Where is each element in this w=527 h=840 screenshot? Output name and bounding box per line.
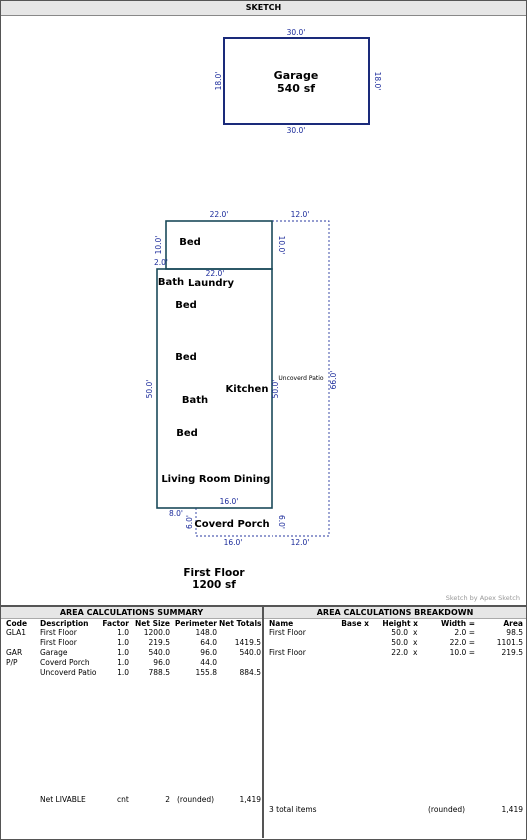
bed-top-dim-top: 22.0' — [209, 210, 229, 219]
net-livable-value: 1,419 — [239, 795, 261, 804]
summary-cell-code: P/P — [6, 658, 18, 667]
breakdown-cell-name: First Floor — [269, 628, 306, 637]
summary-title: AREA CALCULATIONS SUMMARY — [1, 607, 262, 619]
floor-label-name: First Floor — [183, 567, 245, 579]
patio-dim-top: 12.0' — [290, 210, 310, 219]
breakdown-total-value: 1,419 — [501, 805, 523, 814]
net-livable-label: Net LIVABLE — [40, 795, 86, 804]
room-bath-1: Bath — [157, 277, 185, 288]
total-items: 3 total items — [269, 805, 317, 814]
summary-cell-perimeter: 96.0 — [200, 648, 217, 657]
breakdown-cell-x: x — [413, 638, 418, 647]
breakdown-cell-width: 10.0 = — [449, 648, 475, 657]
breakdown-cell-height: 50.0 — [391, 638, 408, 647]
summary-cell-description: Garage — [40, 648, 68, 657]
garage-dim-bottom: 30.0' — [286, 126, 306, 135]
breakdown-col-base: Base x — [341, 619, 369, 628]
sketch-header: SKETCH — [1, 1, 526, 16]
summary-cell-net-totals: 540.0 — [239, 648, 261, 657]
summary-col-net-size: Net Size — [135, 619, 170, 628]
garage-dim-top: 30.0' — [286, 28, 306, 37]
summary-cell-factor: 1.0 — [117, 648, 129, 657]
bed-top-name: Bed — [179, 237, 201, 248]
garage-area: 540 sf — [276, 82, 316, 95]
summary-col-code: Code — [6, 619, 28, 628]
breakdown-cell-x: x — [413, 628, 418, 637]
porch-name: Coverd Porch — [194, 519, 270, 530]
main-dim-top: 22.0' — [205, 269, 225, 278]
offset-dim: 2.0' — [154, 258, 168, 267]
main-dim-right: 50.0' — [271, 379, 280, 399]
summary-col-factor: Factor — [102, 619, 129, 628]
summary-cell-factor: 1.0 — [117, 628, 129, 637]
breakdown-cell-x: x — [413, 648, 418, 657]
breakdown-col-name: Name — [269, 619, 294, 628]
patio-dim-bottom: 12.0' — [290, 538, 310, 547]
summary-cell-factor: 1.0 — [117, 638, 129, 647]
bed-top-dim-left: 10.0' — [154, 235, 163, 255]
summary-cell-perimeter: 64.0 — [200, 638, 217, 647]
summary-cell-net-size: 1200.0 — [143, 628, 170, 637]
patio-name: Uncoverd Patio — [278, 375, 324, 382]
summary-cell-net-size: 540.0 — [148, 648, 170, 657]
garage-dim-left: 18.0' — [214, 71, 223, 91]
summary-cell-factor: 1.0 — [117, 668, 129, 677]
breakdown-cell-area: 219.5 — [501, 648, 523, 657]
porch-dim-height-left: 6.0' — [185, 515, 194, 529]
summary-cell-description: Coverd Porch — [40, 658, 90, 667]
summary-cell-net-totals: 884.5 — [239, 668, 261, 677]
summary-cell-code: GLA1 — [6, 628, 27, 637]
summary-cell-net-size: 219.5 — [148, 638, 170, 647]
porch-dim-bottom: 16.0' — [223, 538, 243, 547]
summary-cell-perimeter: 148.0 — [195, 628, 217, 637]
breakdown-title: AREA CALCULATIONS BREAKDOWN — [264, 607, 526, 619]
breakdown-col-height: Height x — [382, 619, 418, 628]
tables-divider — [262, 607, 264, 838]
main-dim-bottom: 16.0' — [219, 497, 239, 506]
summary-cell-perimeter: 155.8 — [195, 668, 217, 677]
summary-cell-description: First Floor — [40, 638, 77, 647]
summary-col-net-totals: Net Totals — [219, 619, 262, 628]
room-kitchen: Kitchen — [225, 384, 269, 395]
breakdown-cell-name: First Floor — [269, 648, 306, 657]
breakdown-col-area: Area — [503, 619, 523, 628]
summary-cell-code: GAR — [6, 648, 23, 657]
garage-dim-right: 18.0' — [373, 71, 382, 91]
breakdown-col-width: Width = — [440, 619, 475, 628]
summary-cell-perimeter: 44.0 — [200, 658, 217, 667]
summary-cell-net-size: 96.0 — [153, 658, 170, 667]
room-bed-1: Bed — [175, 300, 197, 311]
garage-name: Garage — [273, 69, 319, 82]
net-livable-count: 2 — [165, 795, 170, 804]
summary-cell-description: First Floor — [40, 628, 77, 637]
net-livable-cnt-label: cnt — [117, 795, 129, 804]
patio-dim-right: 66.0' — [329, 370, 338, 390]
porch-dim-left: 8.0' — [169, 509, 183, 518]
floor-label-area: 1200 sf — [192, 579, 236, 591]
porch-dim-height-right: 6.0' — [277, 515, 286, 529]
bed-top-dim-right: 10.0' — [277, 235, 286, 255]
main-dim-left: 50.0' — [145, 379, 154, 399]
room-bath-2: Bath — [181, 395, 209, 406]
breakdown-cell-width: 2.0 = — [454, 628, 475, 637]
summary-col-description: Description — [40, 619, 89, 628]
room-laundry: Laundry — [188, 278, 234, 289]
breakdown-cell-area: 1101.5 — [496, 638, 523, 647]
room-bed-2: Bed — [175, 352, 197, 363]
room-bed-3: Bed — [176, 428, 198, 439]
summary-cell-net-size: 788.5 — [148, 668, 170, 677]
breakdown-cell-area: 98.5 — [506, 628, 523, 637]
summary-col-perimeter: Perimeter — [174, 619, 217, 628]
breakdown-cell-height: 22.0 — [391, 648, 408, 657]
breakdown-cell-width: 22.0 = — [449, 638, 475, 647]
summary-cell-description: Uncoverd Patio — [40, 668, 97, 677]
room-dining: Dining — [233, 474, 271, 485]
room-living: Living Room — [161, 474, 231, 485]
summary-cell-factor: 1.0 — [117, 658, 129, 667]
breakdown-rounded: (rounded) — [428, 805, 466, 814]
breakdown-cell-height: 50.0 — [391, 628, 408, 637]
summary-cell-net-totals: 1419.5 — [234, 638, 261, 647]
net-livable-rounded: (rounded) — [177, 795, 215, 804]
sketch-credit: Sketch by Apex Sketch — [445, 594, 520, 602]
